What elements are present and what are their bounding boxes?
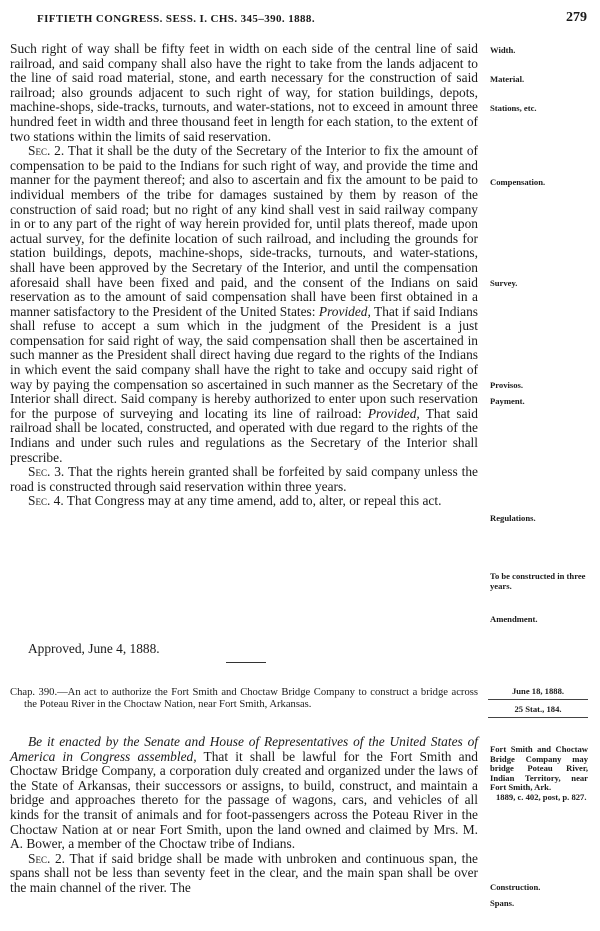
section-3-label: Sec. 3. [28,464,65,480]
page-header [0,10,600,30]
section-2-text-c: That said railroad shall be located, constructed, and operated with due regard to the rights of the Indians and under such rules and regulations as the Secretary of the Interior shall prescribe. [10,405,478,465]
section-2-label: Sec. 2. [28,143,65,159]
chapter-390-section-1-text: That it shall be lawful for the Fort Smith and Choctaw Bridge Company, a corporation duly created and organized under the laws of the State of Arkansas, their successors or assigns, to build, construct, and maintain a bridge and approaches thereto for the passage of wagons, cars, and vehicles of all kinds for the transit of animals and for foot-passengers across the Poteau River in the Choctaw Nation at or near Fort Smith, upon the land owned and claimed by Mrs. M. A. Bower, a member of the Choctaw tribe of Indians. [10,748,479,852]
chapter-390-section-1 [10,735,478,852]
main-text-column [10,42,478,509]
proviso-1: Provided, [318,303,371,319]
section-2-text-a: That it shall be the duty of the Secretary of the Interior to fix the amount of compensation to be paid to the Indians for such right of way, and provide the time and manner for the payment thereof; and also to ascertain and fix the amount to be paid to individual members of the tribe for damages sustained by them by reason of the construction of said road; but no right of any kind shall vest in said railway company in or to any part of the right of way herein provided for, until plats thereof, made upon actual survey, for the definite location of such railroad, and including the grounds for station buildings, depots, machine-shops, side-tracks, turnouts, and water-stations, shall have been approved by the Secretary of the Interior, and until the compensation aforesaid shall have been fixed and paid, and the consent of the Indians on said reservation as to the amount of said compensation shall have been first obtained in a manner satisfactory to the President of the United States: [10,143,479,319]
section-4 [10,494,478,509]
chapter-date-box [488,686,588,718]
chapter-390-section-2-label: Sec. 2. [28,850,66,866]
separator-rule [226,662,266,663]
section-3 [10,465,478,494]
margin-note-payment: Payment. [490,396,525,406]
running-head: FIFTIETH CONGRESS. SESS. I. CHS. 345–390. 1888. [37,13,315,25]
margin-note-material: Material. [490,74,525,84]
section-3-text: That the rights herein granted shall be forfeited by said company unless the road is constructed through said reservation within three years. [10,464,478,494]
margin-note-provisos: Provisos. [490,380,524,390]
chapter-390-body [10,735,478,896]
margin-note-compensation: Compensation. [490,177,546,187]
enacting-clause: Be it enacted by the Senate and House of Representatives of the United States of America in Congress assembled, [10,734,478,764]
section-4-text: That Congress may at any time amend, add to, alter, or repeal this act. [66,493,442,509]
chapter-390-section-2 [10,852,478,896]
section-1-continuation: Such right of way shall be fifty feet in width on each side of the central line of said railroad, and said company shall also have the right to take from the lands adjacent to the line of said road material, stone, and earth necessary for the construction of said railroad; also grounds adjacent to such right of way, for station buildings, depots, machine-shops, side-tracks, turnouts, and water-stations, not to exceed in amount three hundred feet in width and three thousand feet in length for each station, to the extent of two stations within the limits of said reservation. [10,41,478,144]
margin-note-survey: Survey. [490,278,518,288]
page-number: 279 [566,10,587,25]
margin-note-spans: Spans. [490,898,515,908]
margin-note-amendment: Amendment. [490,614,538,624]
statute-reference: 25 Stat., 184. [488,700,588,718]
chapter-390-title: Chap. 390.—An act to authorize the Fort Smith and Choctaw Bridge Company to construct a bridge across the Poteau River in the Choctaw Nation, near Fort Smith, Arkansas. [10,687,478,710]
section-2-text-b: That if said Indians shall refuse to accept a sum which in the judgment of the President is a just compensation for said right of way, the said compensation shall then be ascertained in such manner as the President shall direct having due regard to the rights of the Indians in which event the said company shall have the right to take and occupy said right of way by paying the compensation so ascertained in such manner as the Secretary of the Interior shall direct. Said company is hereby authorized to enter upon such reservation for the purpose of surveying and locating its line of railroad: [10,303,478,421]
margin-note-to-be-constructed: To be constructed in three years. [490,571,586,591]
margin-note-construction: Construction. [490,882,541,892]
margin-note-stations: Stations, etc. [490,103,537,113]
margin-note-bridge-reference: 1889, c. 402, post, p. 827. [496,792,587,802]
section-4-label: Sec. 4. [28,493,64,509]
chapter-390-heading [10,687,478,711]
chapter-date: June 18, 1888. [488,686,588,700]
chapter-390-section-2-text: That if said bridge shall be made with unbroken and continuous span, the spans shall not be less than seventy feet in the clear, and the main span shall be over the main channel of the river. The [10,850,478,895]
margin-note-bridge: Fort Smith and Choctaw Bridge Company may bridge Poteau River, Indian Territory, near Fort Smith, Ark. [490,744,588,793]
margin-note-regulations: Regulations. [490,513,536,523]
proviso-2: Provided, [367,405,420,421]
approval-date: Approved, June 4, 1888. [28,641,160,656]
section-2 [10,144,478,465]
margin-note-width: Width. [490,45,516,55]
